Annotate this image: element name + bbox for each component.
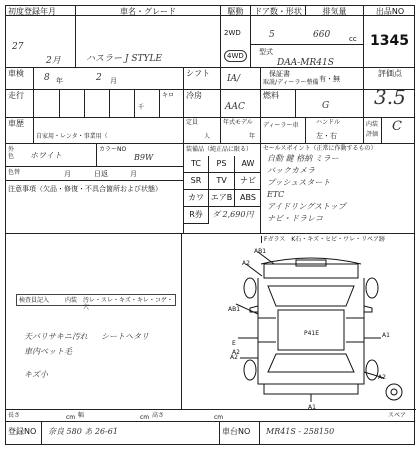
reg-no-value: 奈良 580 あ 26-61: [48, 427, 118, 436]
model-divider: [251, 44, 363, 45]
label-a2-left: A2: [242, 260, 250, 267]
equip-aw: AW: [235, 156, 261, 173]
chassis-label: 車台NO: [220, 422, 260, 444]
shaken-row: [6, 68, 414, 90]
warranty-opt: 有・無: [319, 75, 340, 83]
fuel-value-cell: [296, 90, 364, 117]
chassis-value-cell: [260, 422, 416, 444]
header-values-row: [6, 16, 414, 68]
mileage-row: [6, 90, 414, 118]
color-no-label: カラーNO: [99, 146, 127, 153]
notes-title: 注意事項（欠品・修復・不具合箇所および状態）: [8, 185, 162, 193]
score-label: 評価点: [378, 69, 402, 78]
interior-label: 内装評価: [364, 118, 382, 143]
aircon-label: 冷房: [184, 90, 221, 117]
color-no-value: B9W: [134, 153, 154, 162]
equip-ps: PS: [209, 156, 235, 173]
fuel-value: G: [322, 101, 330, 111]
color-block: 外色 ホワイト カラーNO B9W 色替 月 日返 月 注意事項（欠品・修復・不具合箇所および状態）: [6, 144, 184, 233]
equipment-block: [184, 144, 261, 233]
inspector-legend: 汚レ・スレ・キズ・キレ・コゲ・穴: [83, 297, 173, 311]
label-ab1-left: AB1: [228, 306, 241, 313]
label-a2-bottom: A2: [230, 354, 238, 361]
history-label: 車歴: [6, 118, 34, 143]
selling-title: セールスポイント（正常に作動するもの）: [263, 145, 377, 152]
label-a1-right: A1: [382, 332, 390, 339]
dimension-row: 長さ cm 幅 cm 高さ cm: [6, 410, 414, 422]
reg-month: 2月: [46, 56, 61, 66]
drive-label: 駆動: [221, 6, 251, 15]
label-a2-right: A2: [378, 374, 386, 381]
label-e: E: [232, 340, 236, 347]
history-value: 自家用・レンタ・事業用（: [34, 118, 184, 143]
registration-row: [6, 422, 414, 444]
car-name-label: 車名・グレード: [76, 6, 221, 15]
warranty-sub: 取説/ディーラー整備: [263, 79, 319, 86]
model-year-cell: 年式モデル 年: [221, 118, 261, 143]
sheet-grid: [5, 5, 415, 445]
cc-unit: cc: [349, 35, 357, 43]
label-spare: スペア: [388, 412, 407, 419]
fuel-label: 燃料: [261, 90, 296, 117]
capacity-cell: 定員 人: [184, 118, 221, 143]
warranty-label: 保証書: [269, 70, 290, 78]
chassis-value: MR41S - 258150: [266, 427, 335, 436]
inspector-box: [16, 294, 176, 311]
aircon-value: AAC: [225, 102, 245, 112]
equip-tc: TC: [184, 156, 209, 173]
shift-value-cell: [221, 68, 261, 89]
selling-points: セールスポイント（正常に作動するもの） 自動 鍵 格納 ミラー バックカメラ プッシュスタート ETC アイドリングストップ ナビ・ドラレコ: [261, 144, 416, 233]
model-label: 型式: [259, 48, 273, 56]
shaken-value: 8 年 2 月: [34, 68, 184, 89]
thousand-unit: 千: [138, 104, 145, 111]
equip-abs: ABS: [235, 190, 261, 207]
equip-navi: ナビ: [235, 173, 261, 190]
car-damage-diagram: [216, 246, 406, 408]
door-cc-cell: [251, 16, 364, 67]
label-a1-bottom: A1: [308, 404, 316, 411]
equip-tv: TV: [209, 173, 235, 190]
interior-value: C: [392, 119, 402, 134]
exterior-value: ホワイト: [30, 151, 62, 160]
equip-sr: SR: [184, 173, 209, 190]
equip-title: 装備品（純正品に限る）: [186, 146, 253, 153]
mileage-label: 走行: [6, 90, 34, 117]
shaken-label: 車検: [6, 68, 34, 89]
reg-year: 27: [12, 42, 24, 52]
mileage-value: [34, 90, 184, 117]
first-reg-label: 初度登録年月: [6, 6, 76, 15]
car-name-value-cell: [76, 16, 221, 67]
cc-value: 660: [313, 30, 331, 40]
warranty-cell: [261, 68, 364, 89]
note-4: キズ小: [24, 370, 48, 379]
aircon-value-cell: [221, 90, 261, 117]
model-value: DAA-MR41S: [277, 58, 334, 67]
reg-no-value-cell: [42, 422, 220, 444]
reg-no-label: 登録NO: [6, 422, 42, 444]
interior-value-cell: [382, 118, 416, 143]
equip-r-ticket: R券: [184, 207, 209, 224]
header-row: [6, 6, 414, 16]
dealer-cell: ディーラー車: [261, 118, 306, 143]
drive-values: [221, 16, 251, 67]
score-value: 3.5: [374, 90, 406, 109]
first-reg-value: [6, 16, 76, 67]
equip-airbag: エアB: [209, 190, 235, 207]
lot-number-cell: [364, 16, 416, 67]
displacement-label: 排気量: [306, 6, 364, 15]
label-ab1-top: AB1: [254, 248, 267, 255]
shift-label: シフト: [184, 68, 221, 89]
handle-cell: ハンドル 左・右: [306, 118, 364, 143]
r-ticket-value: ダ 2,690円: [212, 210, 254, 219]
drive-4wd: 4WD: [224, 50, 247, 62]
exterior-label: 外色: [8, 146, 15, 160]
inspector-inner: 内装: [65, 297, 78, 304]
drive-2wd: 2WD: [224, 29, 241, 37]
km-unit: キロ: [162, 92, 175, 99]
note-1: 天バリサキニ汚れ: [24, 332, 88, 341]
note-3: 車内ベット毛: [24, 347, 72, 356]
doors-label: ドア数・形状: [251, 6, 306, 15]
door-value: 5: [269, 30, 275, 40]
lot-label: 出品NO: [375, 7, 405, 15]
shift-value: IA/: [227, 74, 241, 84]
equipment-row: [6, 144, 414, 234]
label-p-center: P41E: [304, 330, 320, 337]
lot-number: 1345: [370, 33, 409, 49]
legend-text: Fガラス K石・キズ・ヒビ・ワレ・リペア跡: [261, 236, 419, 243]
equip-leather: カワ: [184, 190, 209, 207]
score-value-cell: [364, 90, 416, 117]
history-row: [6, 118, 414, 144]
inspector-title: 検査員記入: [19, 297, 50, 304]
label-a2-mid: A2: [232, 349, 240, 356]
note-2: シートヘタリ: [101, 332, 149, 341]
car-name-value: ハスラー J STYLE: [86, 54, 162, 64]
